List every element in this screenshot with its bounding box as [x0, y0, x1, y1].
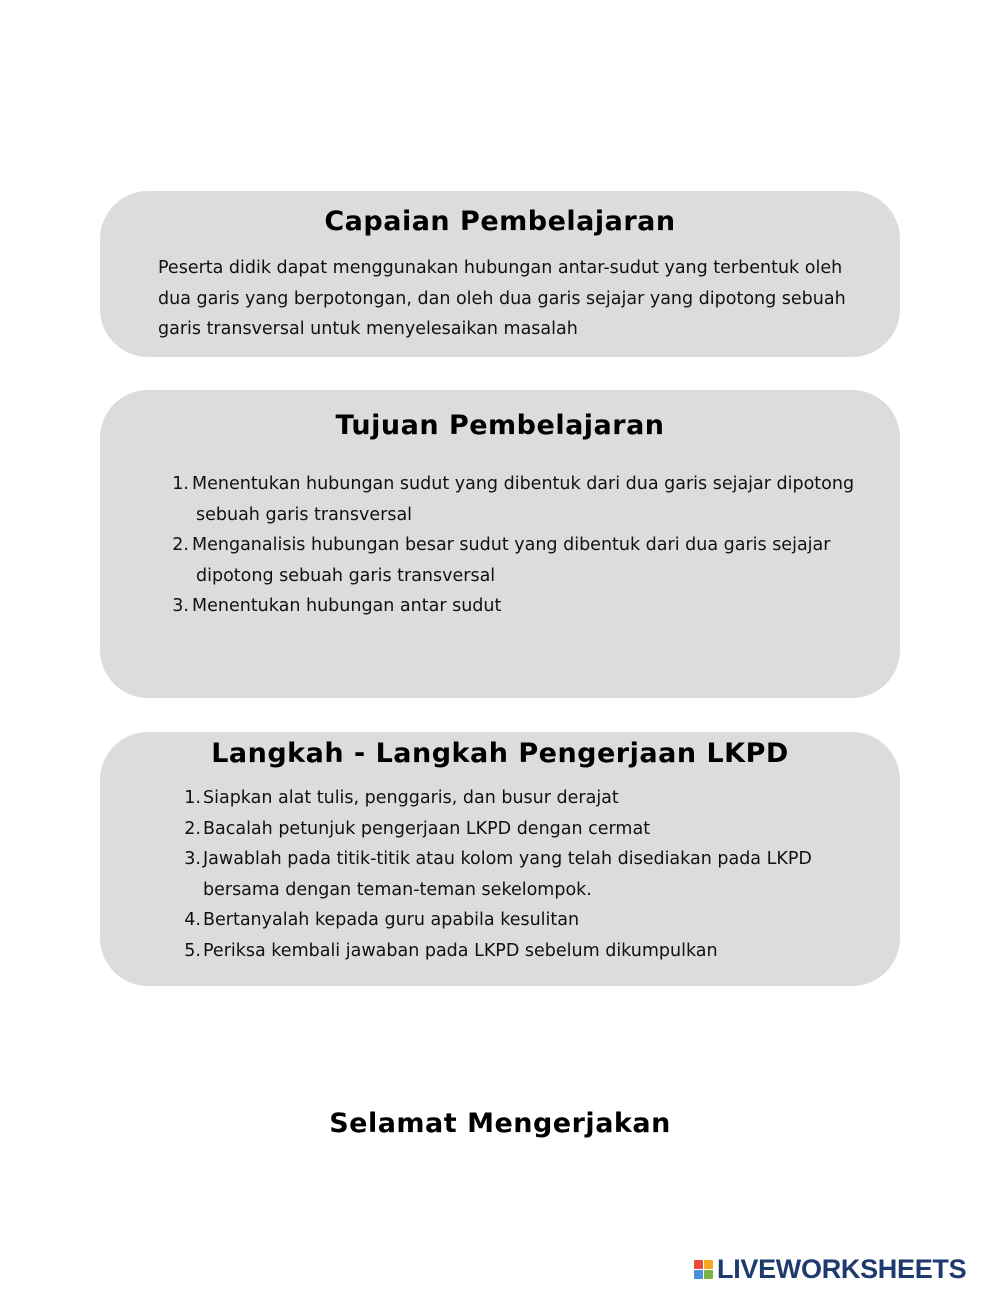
- list-line: Menentukan hubungan sudut yang dibentuk dari dua garis sejajar dipotong: [192, 474, 855, 494]
- list-item: [186, 783, 836, 814]
- list-number: 2.: [184, 818, 201, 839]
- list-item: [186, 844, 836, 905]
- list-number: 3.: [184, 849, 201, 869]
- list-line: Siapkan alat tulis, penggaris, dan busur derajat: [203, 788, 619, 808]
- logo-square: [694, 1270, 703, 1279]
- list-line: sebuah garis transversal: [196, 504, 413, 525]
- tujuan-title: Tujuan Pembelajaran: [335, 410, 665, 441]
- list-item: [172, 591, 855, 622]
- list-item: [186, 936, 836, 967]
- list-number: 2.: [172, 535, 189, 555]
- langkah-list: [186, 783, 836, 966]
- list-line: Menentukan hubungan antar sudut: [192, 596, 502, 616]
- list-number: 5.: [184, 940, 201, 961]
- logo-wordmark: LIVEWORKSHEETS: [717, 1253, 967, 1284]
- list-item: [172, 530, 855, 591]
- capaian-text: [158, 253, 846, 345]
- logo-square: [704, 1270, 713, 1279]
- closing-text: Selamat Mengerjakan: [329, 1108, 671, 1139]
- logo-square: [694, 1260, 703, 1269]
- liveworksheets-logo-icon: [694, 1260, 713, 1279]
- list-item: [186, 814, 836, 845]
- tujuan-card: [100, 390, 900, 698]
- logo-square: [704, 1260, 713, 1269]
- list-line: Menganalisis hubungan besar sudut yang dibentuk dari dua garis sejajar: [192, 535, 831, 555]
- list-number: 4.: [184, 910, 201, 930]
- list-item: [186, 905, 836, 936]
- list-line: bersama dengan teman-teman sekelompok.: [203, 879, 592, 900]
- langkah-card: [100, 732, 900, 986]
- capaian-line: garis transversal untuk menyelesaikan masalah: [158, 319, 578, 339]
- capaian-line: dua garis yang berpotongan, dan oleh dua garis sejajar yang dipotong sebuah: [158, 288, 846, 309]
- capaian-title: Capaian Pembelajaran: [324, 206, 676, 237]
- langkah-title: Langkah - Langkah Pengerjaan LKPD: [211, 738, 789, 769]
- capaian-card: [100, 191, 900, 357]
- list-number: 3.: [172, 596, 189, 616]
- list-item: [172, 469, 855, 530]
- list-number: 1.: [184, 788, 201, 808]
- list-line: Bertanyalah kepada guru apabila kesulitan: [203, 910, 580, 930]
- list-line: dipotong sebuah garis transversal: [196, 565, 496, 586]
- capaian-line: Peserta didik dapat menggunakan hubungan antar-sudut yang terbentuk oleh: [158, 258, 843, 278]
- list-line: Jawablah pada titik-titik atau kolom yang telah disediakan pada LKPD: [203, 849, 812, 869]
- list-number: 1.: [172, 474, 189, 494]
- tujuan-list: [172, 469, 855, 622]
- list-line: Periksa kembali jawaban pada LKPD sebelum dikumpulkan: [203, 940, 718, 961]
- liveworksheets-logo[interactable]: [694, 1254, 966, 1284]
- list-line: Bacalah petunjuk pengerjaan LKPD dengan cermat: [203, 818, 651, 839]
